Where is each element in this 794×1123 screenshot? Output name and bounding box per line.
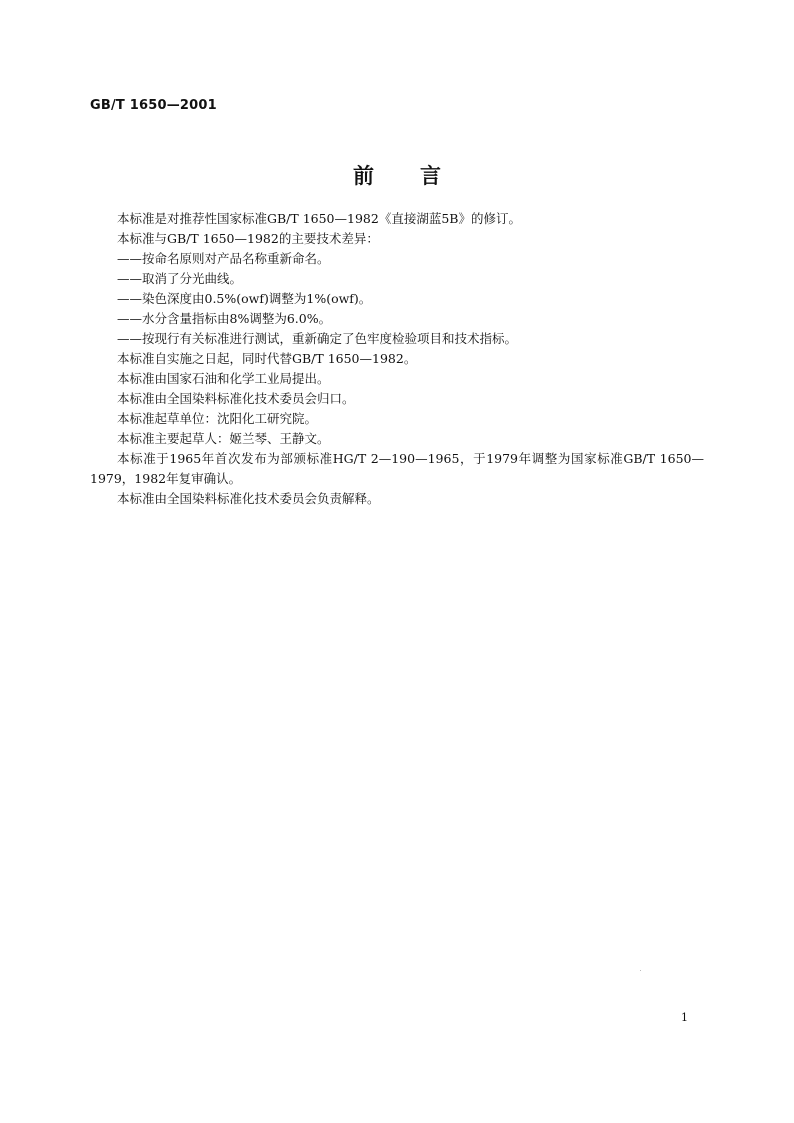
- paragraph-drafting-unit: 本标准起草单位：沈阳化工研究院。: [117, 411, 318, 426]
- standard-code: GB/T 1650—2001: [90, 98, 217, 113]
- paragraph-proposed-by: 本标准由国家石油和化学工业局提出。: [117, 371, 330, 386]
- foreword-body: [90, 209, 704, 509]
- paragraph-effective-date: 本标准自实施之日起，同时代替GB/T 1650—1982。: [117, 351, 417, 366]
- page-title: 前言: [353, 164, 487, 188]
- paragraph-interpretation: 本标准由全国染料标准化技术委员会负责解释。: [117, 491, 380, 506]
- paragraph-centralized-by: 本标准由全国染料标准化技术委员会归口。: [117, 391, 355, 406]
- scan-speck: [640, 970, 641, 971]
- paragraph-drafters: 本标准主要起草人：姬兰琴、王静文。: [117, 431, 330, 446]
- paragraph-history: 本标准于1965年首次发布为部颁标准HG/T 2—190—1965，于1979年调整为国家标准GB/T 1650—1979，1982年复审确认。: [90, 451, 704, 486]
- list-item-renaming: ——按命名原则对产品名称重新命名。: [117, 251, 330, 266]
- paragraph-differences-intro: 本标准与GB/T 1650—1982的主要技术差异：: [117, 231, 379, 246]
- paragraph-revision-note: 本标准是对推荐性国家标准GB/T 1650—1982《直接湖蓝5B》的修订。: [117, 211, 521, 226]
- list-item-spectral-curve: ——取消了分光曲线。: [117, 271, 243, 286]
- list-item-moisture-content: ——水分含量指标由8%调整为6.0%。: [117, 311, 332, 326]
- page-number: 1: [681, 1011, 688, 1024]
- list-item-fastness-tests: ——按现行有关标准进行测试，重新确定了色牢度检验项目和技术指标。: [117, 331, 518, 346]
- list-item-dyeing-depth: ——染色深度由0.5%(owf)调整为1%(owf)。: [117, 291, 372, 306]
